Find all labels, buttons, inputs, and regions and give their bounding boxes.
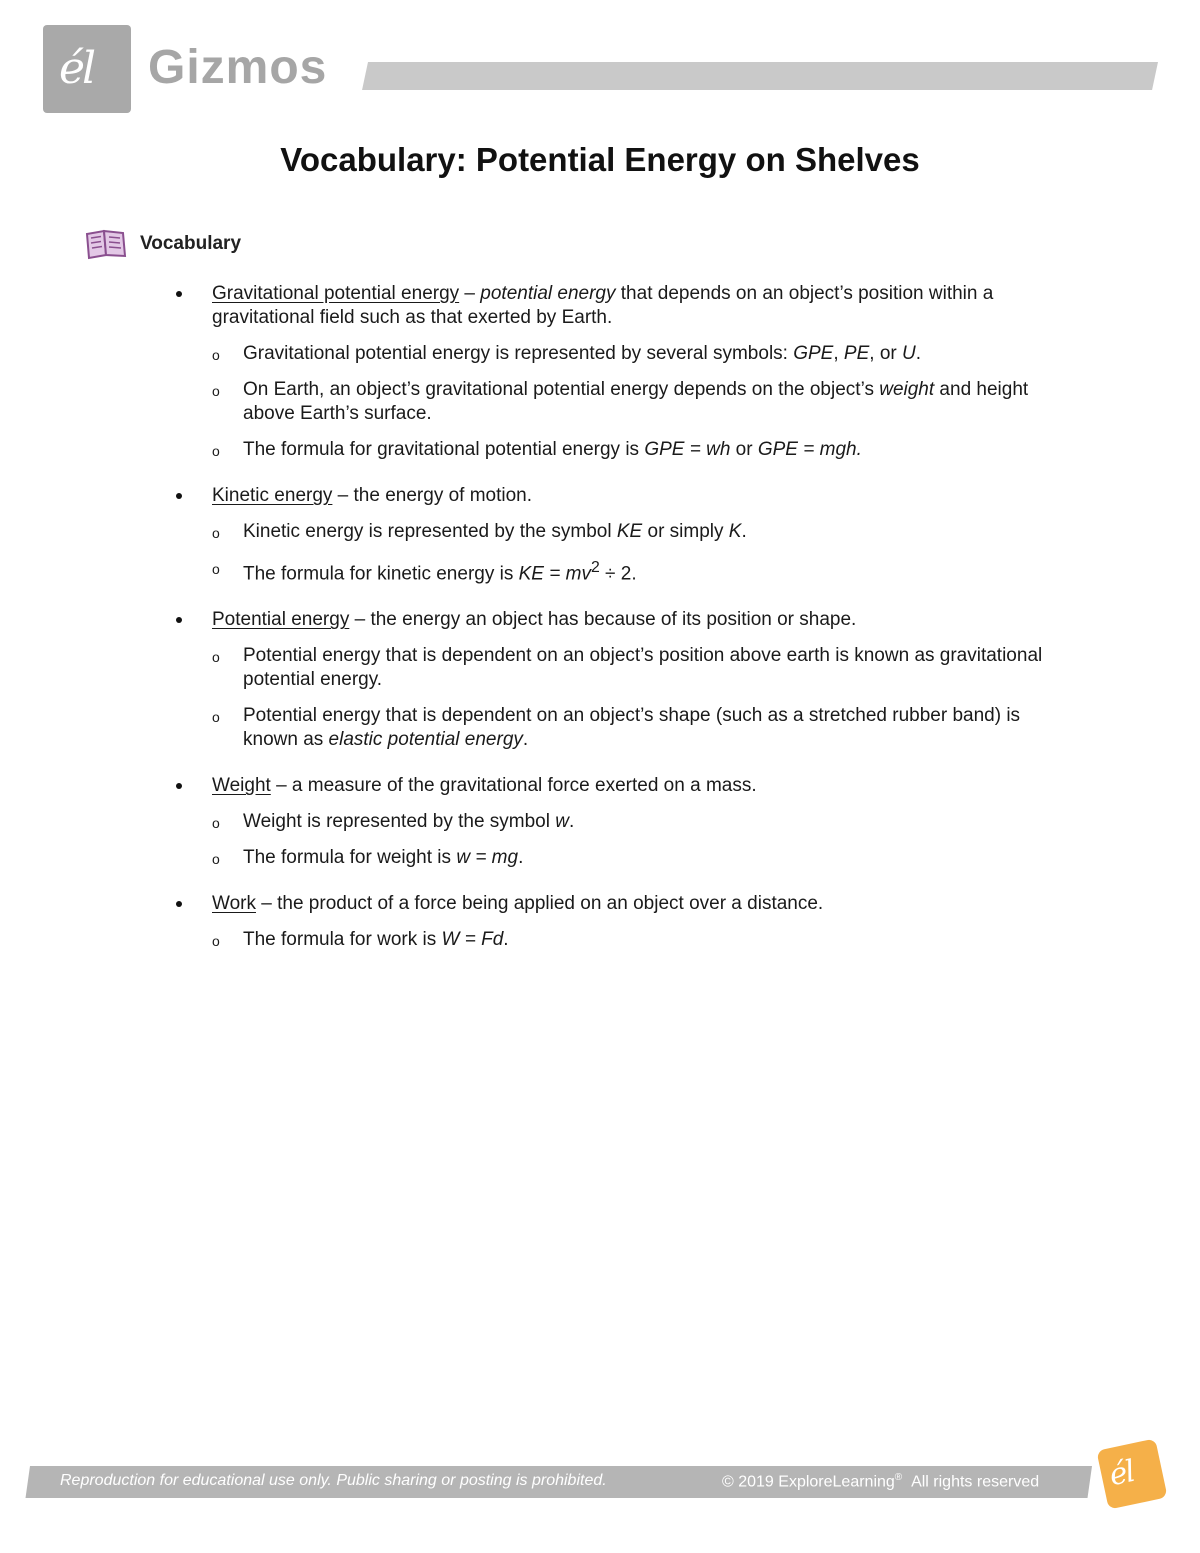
text-run: weight bbox=[879, 379, 935, 400]
vocab-notes bbox=[212, 520, 1072, 586]
vocab-item bbox=[172, 892, 1072, 952]
vocab-definition bbox=[212, 774, 1072, 798]
text-run: and height above Earth’s surface. bbox=[243, 379, 1029, 424]
vocab-notes bbox=[212, 342, 1072, 462]
text-run: . bbox=[568, 811, 575, 833]
text-run: – a measure of the gravitational force exerted on a mass. bbox=[270, 775, 757, 797]
vocab-notes bbox=[212, 928, 1072, 952]
text-run: U bbox=[902, 343, 916, 364]
text-run: w = mg bbox=[456, 847, 519, 869]
logo-mark: él bbox=[59, 43, 94, 94]
vocab-term: Potential energy bbox=[212, 609, 350, 631]
vocab-note bbox=[172, 928, 1072, 952]
text-run: GPE = wh bbox=[644, 439, 731, 460]
footer-logo bbox=[1096, 1438, 1167, 1509]
section-heading bbox=[84, 228, 241, 260]
vocab-definition bbox=[212, 484, 1072, 508]
vocab-term: Gravitational potential energy bbox=[212, 283, 460, 304]
text-run: The formula for weight is bbox=[243, 847, 457, 869]
text-run: KE bbox=[616, 521, 643, 542]
text-run: Potential energy that is dependent on an object’s shape (such as a stretched rubber band) is known as bbox=[243, 705, 1021, 751]
vocab-definition bbox=[212, 282, 1072, 330]
vocab-definition bbox=[212, 892, 1072, 916]
registered-mark: ® bbox=[894, 1472, 903, 1483]
text-run: . bbox=[522, 729, 529, 751]
vocab-note bbox=[172, 644, 1072, 692]
sub-bullet-marker: o bbox=[212, 933, 220, 950]
text-run: – the energy of motion. bbox=[332, 485, 533, 506]
brand-name: Gizmos bbox=[148, 41, 328, 94]
explorelearning-logo bbox=[43, 25, 131, 113]
vocab-note bbox=[172, 556, 1072, 586]
vocab-item bbox=[172, 608, 1072, 752]
text-run: . bbox=[915, 343, 922, 364]
text-run: The formula for kinetic energy is bbox=[243, 563, 519, 585]
vocab-note bbox=[172, 342, 1072, 366]
text-run: that depends on an object’s position within a gravitational field such as that exerted by Earth. bbox=[212, 283, 994, 328]
text-run: . bbox=[503, 929, 509, 951]
vocab-note bbox=[172, 810, 1072, 834]
vocab-notes bbox=[212, 810, 1072, 870]
vocabulary-list bbox=[172, 282, 1072, 974]
text-run: K bbox=[728, 521, 742, 542]
text-run: potential energy bbox=[480, 283, 616, 304]
copyright-text: © 2019 ExploreLearning bbox=[722, 1473, 895, 1491]
vocab-item bbox=[172, 774, 1072, 870]
sub-bullet-marker: o bbox=[212, 525, 220, 541]
text-run: w bbox=[555, 811, 569, 833]
footer-copyright bbox=[722, 1472, 1039, 1491]
vocab-term: Weight bbox=[212, 775, 271, 797]
text-run: On Earth, an object’s gravitational potential energy depends on the object’s bbox=[243, 379, 880, 400]
page-title: Vocabulary: Potential Energy on Shelves bbox=[280, 141, 920, 178]
vocab-item bbox=[172, 484, 1072, 586]
text-run: PE bbox=[843, 343, 870, 364]
sub-bullet-marker: o bbox=[212, 347, 220, 363]
book-icon bbox=[84, 228, 128, 260]
footer-logo-mark: él bbox=[1106, 1454, 1137, 1494]
text-run: . bbox=[741, 521, 747, 542]
vocab-notes bbox=[212, 644, 1072, 752]
section-label: Vocabulary bbox=[140, 233, 242, 254]
sub-bullet-marker: o bbox=[212, 709, 220, 726]
vocab-note bbox=[172, 846, 1072, 870]
text-run: elastic potential energy bbox=[328, 729, 523, 751]
text-run: – the energy an object has because of its position or shape. bbox=[349, 609, 857, 631]
text-run: – the product of a force being applied on an object over a distance. bbox=[255, 893, 824, 915]
text-run: , bbox=[833, 343, 844, 364]
sub-bullet-marker: o bbox=[212, 649, 220, 666]
text-run: or bbox=[730, 439, 758, 460]
vocab-note bbox=[172, 438, 1072, 462]
text-run: ÷ 2. bbox=[599, 563, 637, 585]
vocab-note bbox=[172, 378, 1072, 426]
sub-bullet-marker: o bbox=[212, 443, 220, 459]
text-run: W = Fd bbox=[441, 929, 504, 951]
sub-bullet-marker: o bbox=[212, 815, 220, 832]
text-run: The formula for work is bbox=[243, 929, 442, 951]
vocab-term: Work bbox=[212, 893, 256, 915]
header-decorative-bar bbox=[362, 62, 1158, 90]
vocab-item bbox=[172, 282, 1072, 462]
text-run: , or bbox=[869, 343, 903, 364]
text-run: GPE = mgh. bbox=[757, 439, 862, 460]
vocab-note bbox=[172, 520, 1072, 544]
sub-bullet-marker: o bbox=[212, 561, 220, 577]
text-run: Potential energy that is dependent on an object’s position above earth is known as gravitational potential energy. bbox=[243, 645, 1043, 691]
text-run: GPE bbox=[793, 343, 834, 364]
sub-bullet-marker: o bbox=[212, 383, 220, 399]
text-run: KE = mv bbox=[518, 563, 591, 585]
text-run: The formula for gravitational potential energy is bbox=[243, 439, 645, 460]
text-run: Gravitational potential energy is represented by several symbols: bbox=[243, 343, 794, 364]
text-run: Weight is represented by the symbol bbox=[243, 811, 556, 833]
text-run: 2 bbox=[590, 559, 600, 576]
text-run: or simply bbox=[642, 521, 729, 542]
text-run: – bbox=[459, 283, 481, 304]
footer-notice: Reproduction for educational use only. Public sharing or posting is prohibited. bbox=[60, 1472, 607, 1489]
vocab-note bbox=[172, 704, 1072, 752]
vocab-definition bbox=[212, 608, 1072, 632]
rights-text: All rights reserved bbox=[911, 1473, 1040, 1491]
vocab-term: Kinetic energy bbox=[212, 485, 333, 506]
sub-bullet-marker: o bbox=[212, 851, 220, 868]
text-run: Kinetic energy is represented by the symbol bbox=[243, 521, 617, 542]
text-run: . bbox=[518, 847, 524, 869]
